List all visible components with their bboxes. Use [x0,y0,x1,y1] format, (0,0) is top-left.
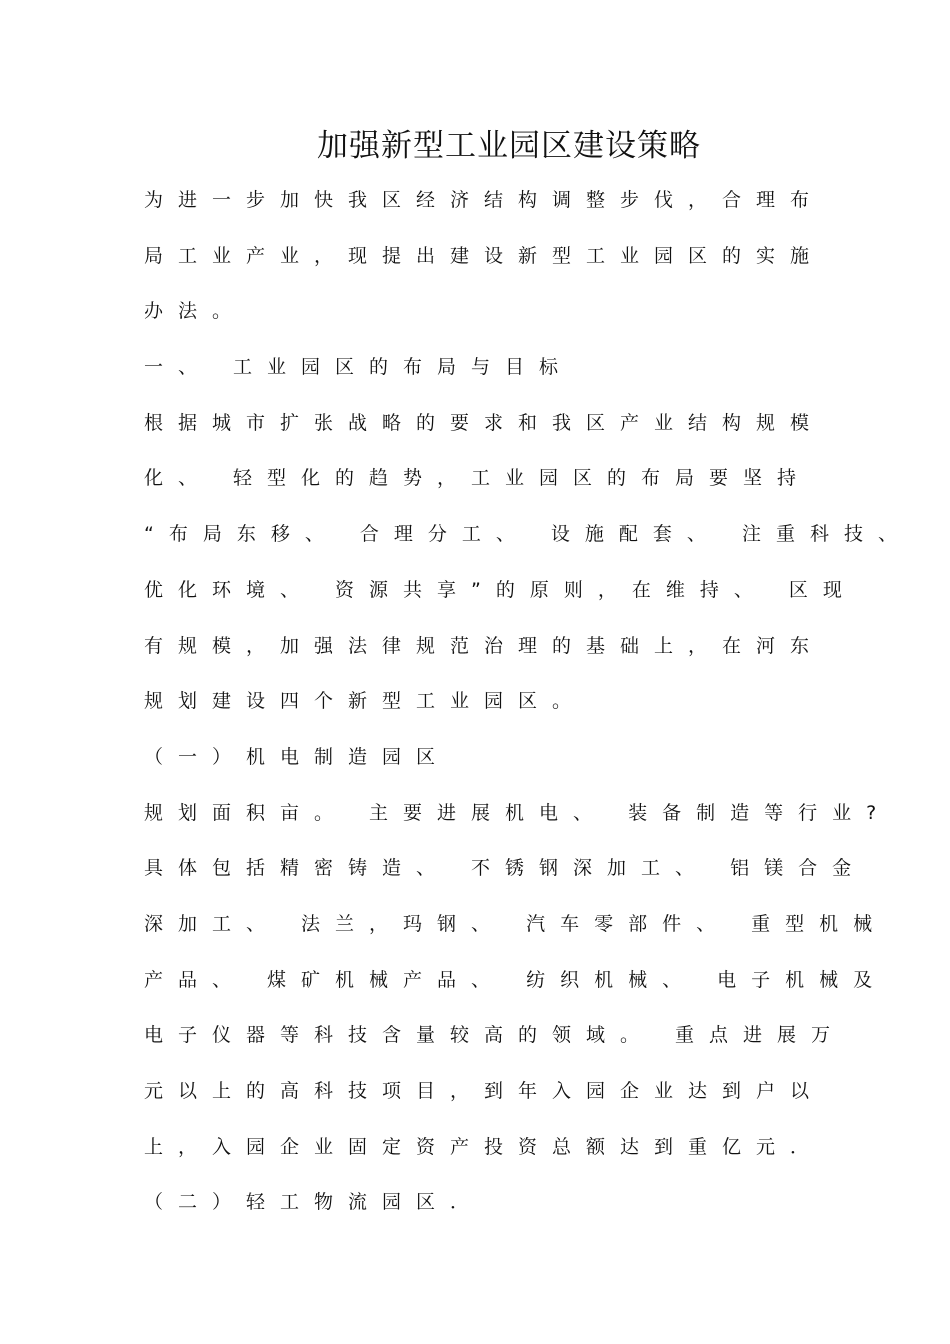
body-line: 电子仪器等科技含量较高的领域。 重点进展万 [144,1024,846,1047]
body-line: 产品、 煤矿机械产品、 纺织机械、 电子机械及 [144,968,888,991]
body-line: 优化环境、 资源共享”的原则，在维持、 区现 [144,578,857,601]
body-line: 局工业产业，现提出建设新型工业园区的实施 [144,244,825,267]
document-title: 加强新型工业园区建设策略 [317,128,701,164]
body-line: 为进一步加快我区经济结构调整步伐，合理布 [144,189,825,211]
body-line: 化、 轻型化的趋势，工业园区的布局要坚持 [144,467,812,490]
body-line: 规划面积亩。 主要进展机电、 装备制造等行业? [144,801,892,824]
subsection-heading: （一）机电制造园区 [144,745,451,768]
body-line: 上，入园企业固定资产投资总额达到重亿元． [144,1135,825,1158]
body-line: 根据城市扩张战略的要求和我区产业结构规模 [144,411,825,434]
body-line: “布局东移、 合理分工、 设施配套、 注重科技、 [144,523,912,546]
document-body [144,173,912,1231]
subsection-heading: （二）轻工物流园区． [144,1191,485,1214]
body-line: 元以上的高科技项目，到年入园企业达到户以 [144,1080,825,1102]
body-line: 规划建设四个新型工业园区。 [144,690,587,713]
body-line: 具体包括精密铸造、 不锈钢深加工、 铝镁合金 [144,857,867,880]
body-line: 有规模，加强法律规范治理的基础上，在河东 [144,634,825,657]
body-line: 办法。 [144,300,247,323]
section-heading: 一、 工业园区的布局与目标 [144,356,574,379]
body-line: 深加工、 法兰，玛钢、 汽车零部件、 重型机械 [144,912,888,935]
